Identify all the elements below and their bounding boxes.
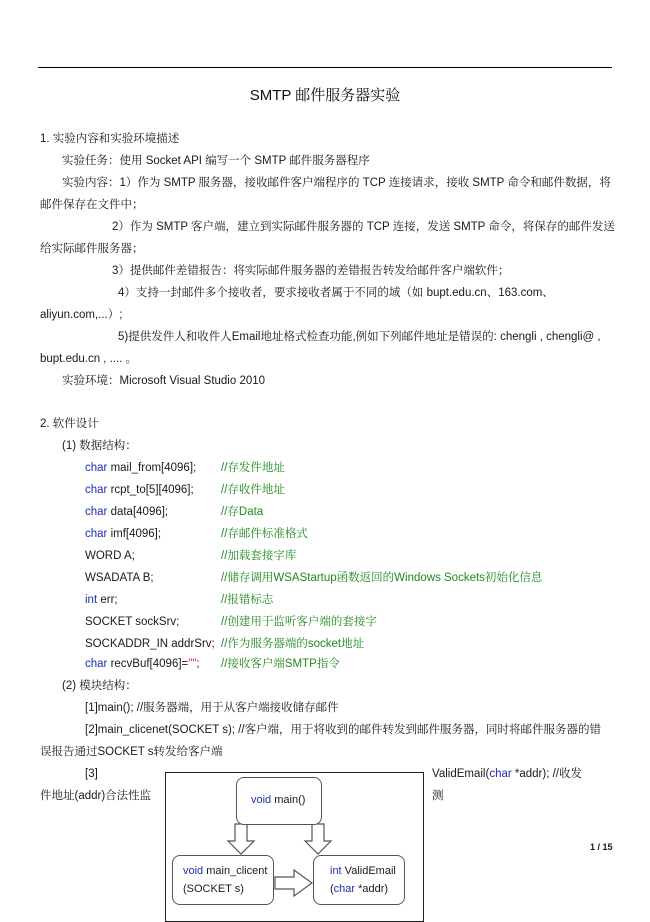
code-comment: //创建用于监听客户端的套接字 (221, 616, 377, 628)
module-3-number: [3] (85, 768, 98, 780)
main-kw: void (251, 794, 272, 806)
content-5b: bupt.edu.cn , .... 。 (40, 353, 138, 365)
code-line (85, 636, 215, 652)
code-decl: WSADATA B; (85, 572, 154, 584)
header-rule (38, 67, 612, 68)
content-3: 3）提供邮件差错报告：将实际邮件服务器的差错报告转发给邮件客户端软件； (112, 265, 510, 277)
client-kw: void (183, 865, 204, 877)
code-line (85, 570, 154, 586)
code-comment: //储存调用WSAStartup函数返回的Windows Sockets初始化信息 (221, 572, 543, 584)
env-line: 实验环境：Microsoft Visual Studio 2010 (62, 375, 266, 387)
subsection-module-structure: (2) 模块结构： (62, 680, 137, 692)
code-decl: rcpt_to[5][4096]; (107, 484, 194, 496)
content-5a: 5)提供发件人和收件人Email地址格式检查功能,例如下列邮件地址是错误的: chengli , chengli@ , (118, 331, 601, 343)
module-1: [1]main(); //服务器端，用于从客户端接收储存邮件 (85, 702, 339, 714)
node-valid-email: int ValidEmail (char *addr) (313, 855, 405, 905)
code-decl: recvBuf[4096]= (107, 658, 189, 670)
module-3-rest: *addr); //收发 (511, 768, 582, 780)
code-comment: //存收件地址 (221, 484, 285, 496)
section2-heading: 2. 软件设计 (40, 418, 99, 430)
code-line (85, 614, 179, 630)
code-string: "" (188, 658, 197, 670)
main-fn: main() (271, 794, 306, 806)
code-type: char (85, 658, 108, 670)
content-1b: 邮件保存在文件中； (40, 199, 144, 211)
client-fn: main_clicent (203, 865, 268, 877)
content-4b: aliyun.com,...）; (40, 309, 123, 321)
valid-kw: int (330, 865, 342, 877)
arrow-main-to-valid (305, 824, 331, 854)
document-title: SMTP 邮件服务器实验 (249, 87, 401, 104)
content-2a: 2）作为 SMTP 客户端，建立到实际邮件服务器的 TCP 连接，发送 SMTP 命令，将保存的邮件发送 (112, 221, 615, 233)
code-decl: SOCKADDR_IN addrSrv; (85, 638, 215, 650)
module-3-end: 测 (432, 790, 444, 802)
code-decl: SOCKET sockSrv; (85, 616, 180, 628)
page-number: 1 / 15 (590, 842, 613, 852)
node-main-clicent (172, 855, 274, 905)
code-comment: //接收客户端SMTP指令 (221, 658, 340, 670)
module-2a: [2]main_clicenet(SOCKET s); //客户端，用于将收到的邮件转发到邮件服务器，同时将邮件服务器的错 (85, 724, 602, 736)
subsection-data-structures: (1) 数据结构： (62, 440, 137, 452)
code-decl: data[4096]; (107, 506, 169, 518)
code-line (85, 592, 118, 608)
module-3-fn: ValidEmail( (432, 768, 490, 780)
node-main (236, 777, 322, 825)
code-line (85, 656, 200, 672)
arrow-client-to-valid (275, 870, 312, 896)
code-decl: mail_from[4096]; (107, 462, 197, 474)
client-arg: (SOCKET s) (183, 883, 244, 895)
code-comment: //存Data (221, 506, 264, 518)
code-type: char (85, 506, 108, 518)
code-comment: //报错标志 (221, 594, 274, 606)
section1-heading: 1. 实验内容和实验环境描述 (40, 133, 180, 145)
module-diagram (165, 772, 424, 922)
content-1a: 实验内容：1）作为 SMTP 服务器，接收邮件客户端程序的 TCP 连接请求，接收 SMTP 命令和邮件数据，将 (62, 177, 611, 189)
code-type: char (85, 462, 108, 474)
code-decl: err; (97, 594, 118, 606)
valid-arg-kw: char (333, 883, 356, 895)
valid-fn: ValidEmail (341, 865, 396, 877)
module-3-left: 件地址(addr)合法性监 (40, 790, 152, 802)
module-3-kw: char (489, 768, 512, 780)
code-semicolon: ; (196, 658, 200, 670)
code-line (85, 526, 161, 542)
arrow-main-to-client (228, 824, 254, 854)
code-comment: //存发件地址 (221, 462, 285, 474)
code-comment: //作为服务器端的socket地址 (221, 638, 365, 650)
code-line (85, 504, 168, 520)
code-line (85, 482, 194, 498)
code-type: int (85, 594, 98, 606)
content-2b: 给实际邮件服务器； (40, 243, 144, 255)
code-line (85, 460, 196, 476)
code-comment: //存邮件标准格式 (221, 528, 308, 540)
code-type: char (85, 528, 108, 540)
content-4a: 4）支持一封邮件多个接收者，要求接收者属于不同的域（如 bupt.edu.cn、163.com、 (118, 287, 554, 299)
code-decl: imf[4096]; (107, 528, 162, 540)
task-line: 实验任务：使用 Socket API 编写一个 SMTP 邮件服务器程序 (62, 155, 370, 167)
module-3-signature (432, 766, 582, 782)
valid-arg: *addr) (355, 883, 389, 895)
code-decl: WORD A; (85, 550, 135, 562)
module-2b: 误报告通过SOCKET s转发给客户端 (40, 746, 223, 758)
code-comment: //加载套接字库 (221, 550, 297, 562)
code-type: char (85, 484, 108, 496)
code-line (85, 548, 135, 564)
